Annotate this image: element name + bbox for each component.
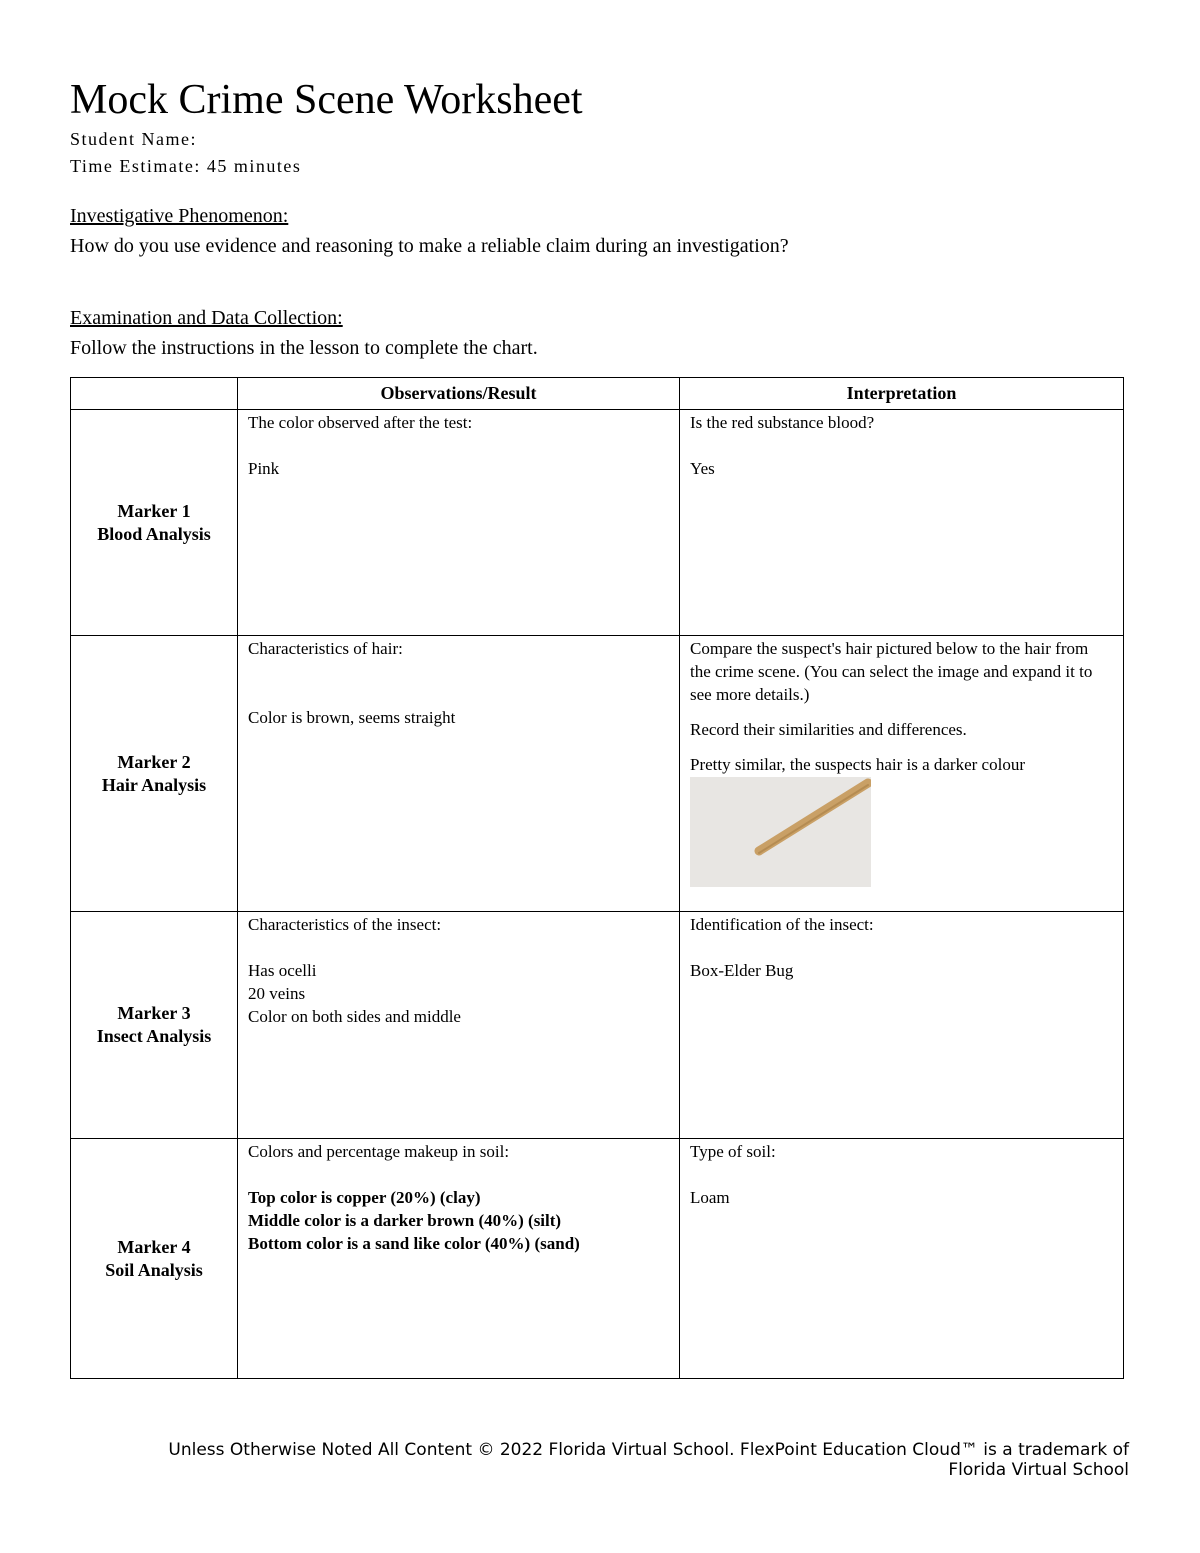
interpretation-answer[interactable]: Yes [690, 459, 715, 478]
observation-prompt: Characteristics of hair: [248, 639, 403, 658]
copyright-footer [168, 1440, 1129, 1480]
interpretation-answer[interactable]: Box-Elder Bug [690, 961, 794, 980]
interpretation-prompt: Compare the suspect's hair pictured below to the hair from the crime scene. (You can select the image and expand it to see more details.) [690, 639, 1093, 704]
observation-answer[interactable]: Color on both sides and middle [248, 1007, 461, 1026]
marker-cell [71, 636, 238, 912]
table-row [71, 912, 1124, 1139]
suspect-hair-image[interactable] [690, 777, 871, 887]
marker-number: Marker 2 [117, 751, 191, 772]
observation-prompt: The color observed after the test: [248, 413, 473, 432]
observation-answer[interactable]: Pink [248, 459, 280, 478]
header-empty-cell [71, 378, 238, 410]
observation-answer[interactable]: Has ocelli [248, 961, 317, 980]
header-interpretation: Interpretation [680, 378, 1124, 410]
footer-line-1: Unless Otherwise Noted All Content © 2022 Florida Virtual School. FlexPoint Education Cloud™ is a trademark of [168, 1440, 1129, 1460]
marker-analysis: Blood Analysis [97, 523, 211, 544]
examination-heading: Examination and Data Collection: [70, 307, 343, 329]
observation-prompt: Characteristics of the insect: [248, 915, 442, 934]
marker-number: Marker 3 [117, 1003, 191, 1023]
phenomenon-question: How do you use evidence and reasoning to make a reliable claim during an investigation? [70, 235, 789, 257]
interpretation-cell[interactable] [680, 1139, 1124, 1379]
table-row [71, 410, 1124, 636]
evidence-chart [70, 377, 1124, 1379]
table-row [71, 1139, 1124, 1379]
observation-answer[interactable]: Middle color is a darker brown (40%) (silt) [248, 1211, 562, 1230]
observation-cell[interactable] [238, 636, 680, 912]
observation-cell[interactable] [238, 1139, 680, 1379]
observation-cell[interactable] [238, 410, 680, 636]
marker-cell [71, 1139, 238, 1379]
phenomenon-heading: Investigative Phenomenon: [70, 205, 289, 227]
observation-answer[interactable]: Bottom color is a sand like color (40%) (sand) [248, 1234, 580, 1253]
footer-line-2: Florida Virtual School [948, 1460, 1129, 1480]
interpretation-answer[interactable]: Loam [690, 1188, 730, 1207]
interpretation-prompt: Identification of the insect: [690, 915, 874, 934]
time-estimate: Time Estimate: 45 minutes [70, 156, 302, 176]
page-title: Mock Crime Scene Worksheet [70, 77, 583, 123]
interpretation-answer[interactable]: Pretty similar, the suspects hair is a darker colour [690, 755, 1025, 774]
examination-instructions: Follow the instructions in the lesson to complete the chart. [70, 337, 538, 359]
interpretation-cell[interactable] [680, 912, 1124, 1139]
marker-analysis: Soil Analysis [105, 1259, 203, 1280]
marker-number: Marker 1 [117, 500, 191, 521]
interpretation-cell[interactable] [680, 636, 1124, 912]
hair-strand-graphic [690, 777, 871, 887]
table-row [71, 636, 1124, 912]
observation-answer[interactable]: Top color is copper (20%) (clay) [248, 1188, 481, 1207]
interpretation-prompt-record: Record their similarities and differences. [690, 720, 967, 739]
chart-header-row [71, 378, 1124, 410]
marker-analysis: Hair Analysis [101, 774, 207, 795]
marker-analysis: Insect Analysis [96, 1026, 212, 1046]
interpretation-prompt: Type of soil: [690, 1142, 776, 1161]
interpretation-prompt: Is the red substance blood? [690, 413, 875, 432]
header-observations: Observations/Result [238, 378, 680, 410]
interpretation-cell[interactable] [680, 410, 1124, 636]
observation-cell[interactable] [238, 912, 680, 1139]
observation-answer[interactable]: Color is brown, seems straight [248, 708, 456, 727]
marker-cell [71, 912, 238, 1139]
marker-cell [71, 410, 238, 636]
observation-prompt: Colors and percentage makeup in soil: [248, 1142, 510, 1161]
marker-number: Marker 4 [117, 1236, 191, 1257]
observation-answer[interactable]: 20 veins [248, 984, 306, 1003]
student-name-label: Student Name: [70, 129, 197, 149]
